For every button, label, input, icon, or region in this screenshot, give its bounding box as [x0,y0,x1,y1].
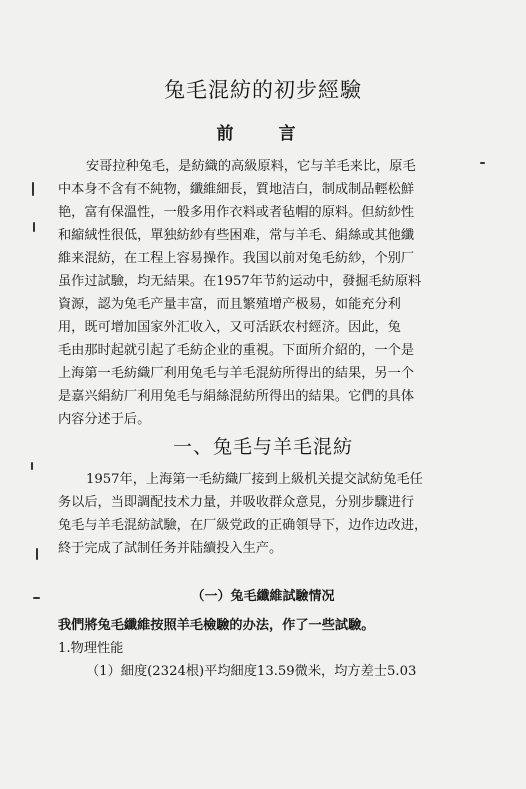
preface-line: 中本身不含有不純物，纖維細長，質地洁白，制成制品輕松鮮 [58,182,415,197]
preface-paragraph [58,155,466,431]
scan-mark [480,162,485,164]
subsection-line: 我們將兔毛纖維按照羊毛檢驗的办法，作了一些試驗。 [58,618,375,633]
subsection-line: （1）細度(2324根)平均細度13.59微米，均方差士5.03 [86,664,417,679]
preface-heading: 前 言 [216,124,310,144]
scan-mark [33,222,35,232]
section-paragraph [58,468,466,560]
preface-line: 用，既可增加国家外汇收入，又可活跃农村經济。因此，兔 [58,320,401,335]
section-line: 1957年，上海第一毛紡織厂接到上級机关提交試紡兔毛任 [86,472,423,487]
scan-mark [36,548,38,560]
section-heading: 一、兔毛与羊毛混紡 [172,436,353,458]
preface-line: 和縮絨性很低，單独紡紗有些困难，常与羊毛、絹絲或其他纖 [58,228,415,243]
subsection-line: 1.物理性能 [58,641,124,656]
scan-mark [33,597,40,599]
preface-line: 毛由那时起就引起了毛紡企业的重視。下面所介紹的，一个是 [58,343,415,358]
section-line: 終于完成了試制任务并陆續投入生产。 [58,541,283,556]
preface-line: 艳，富有保溫性，一般多用作衣料或者毡帽的原料。但紡紗性 [58,205,415,220]
document-title: 兔毛混紡的初步經驗 [164,78,362,102]
subsection-paragraph [58,614,466,683]
preface-line: 資源，認为兔毛产量丰富，而且繁殖增产极易，如能充分利 [58,297,401,312]
preface-line: 安哥拉种兔毛，是紡織的高級原料，它与羊毛来比，原毛 [86,159,416,174]
section-line: 兔毛与羊毛混紡試驗，在厂級党政的正确領导下，边作边改进， [58,518,428,533]
preface-line: 維来混紡，在工程上容易操作。我国以前对兔毛紡紗，个别厂 [58,251,415,266]
preface-line: 内容分述于后。 [58,412,151,427]
scan-mark [32,182,34,196]
preface-line: 虽作过試驗，均无結果。在1957年节約运动中，發掘毛紡原料 [58,274,422,289]
scan-mark [31,462,33,470]
section-line: 务以后，当即調配技术力量，并吸收群众意見，分别步驟进行 [58,495,415,510]
preface-line: 上海第一毛紡織厂利用兔毛与羊毛混紡所得出的結果，另一个 [58,366,415,381]
preface-line: 是嘉兴絹紡厂利用兔毛与絹絲混紡所得出的結果。它們的具体 [58,389,415,404]
subsection-heading: （一）兔毛纖維試驗情况 [191,589,335,604]
